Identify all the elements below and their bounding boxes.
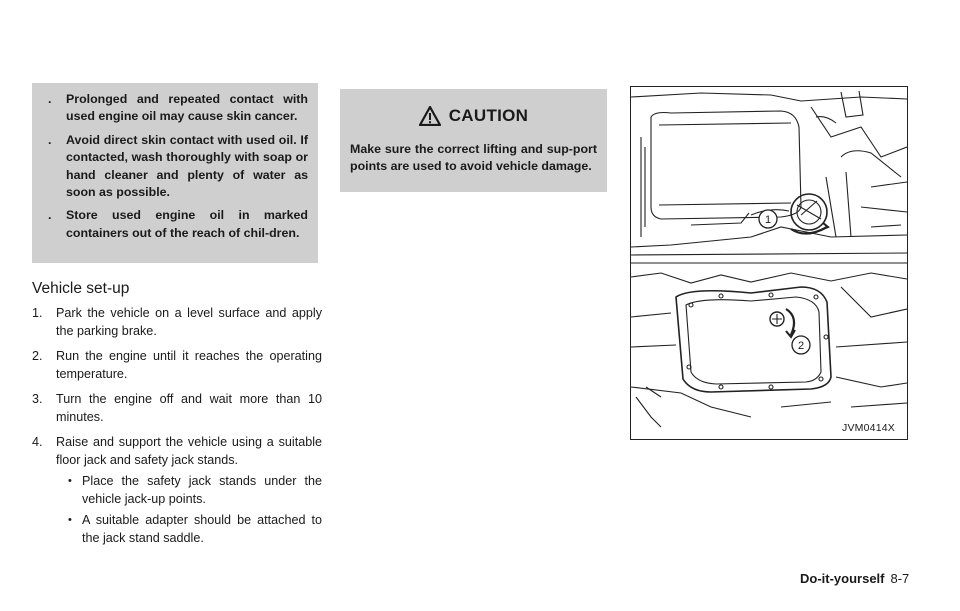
bullet-icon: • [68, 514, 72, 526]
sub-item: • A suitable adapter should be attached to the jack stand saddle. [68, 513, 322, 545]
caution-title: CAUTION [448, 106, 529, 125]
step-number: 1. [32, 306, 43, 320]
engine-illustration [631, 87, 907, 439]
caution-text: Make sure the correct lifting and sup-port points are used to avoid vehicle damage. [350, 142, 597, 173]
step-item [32, 391, 322, 426]
bullet-icon: • [68, 475, 72, 487]
warning-list [32, 83, 318, 242]
caution-header [340, 89, 607, 139]
section-title: Vehicle set-up [32, 280, 130, 297]
step-text: Turn the engine off and wait more than 10 minutes. [56, 392, 322, 424]
page-number: 8-7 [890, 571, 910, 586]
warning-box [32, 83, 318, 263]
engine-oil-figure [630, 86, 908, 440]
step-text: Raise and support the vehicle using a suitable floor jack and safety jack stands. [56, 435, 322, 467]
warning-item: . Store used engine oil in marked containers out of the reach of chil-dren. [48, 208, 308, 240]
warning-item: . Prolonged and repeated contact with used engine oil may cause skin cancer. [48, 92, 308, 124]
warning-item: . Avoid direct skin contact with used oil. If contacted, wash thoroughly with soap or hand cleaner and plenty of water as soon as possible. [48, 132, 308, 200]
step-text: Park the vehicle on a level surface and apply the parking brake. [56, 306, 322, 338]
step-item [32, 434, 322, 547]
step-text: Run the engine until it reaches the operating temperature. [56, 349, 322, 381]
callout-1: 1 [764, 214, 772, 226]
sub-item: • Place the safety jack stands under the vehicle jack-up points. [68, 474, 322, 506]
warning-triangle-icon [419, 106, 441, 126]
step-item [32, 348, 322, 383]
page-footer [800, 571, 909, 586]
steps-list [32, 305, 322, 555]
step-item [32, 305, 322, 340]
caution-box [340, 89, 607, 192]
step-number: 3. [32, 392, 43, 406]
figure-id: JVM0414X [842, 422, 895, 434]
footer-section: Do-it-yourself [800, 571, 885, 586]
step-number: 4. [32, 435, 43, 449]
callout-2: 2 [797, 340, 805, 352]
step-number: 2. [32, 349, 43, 363]
